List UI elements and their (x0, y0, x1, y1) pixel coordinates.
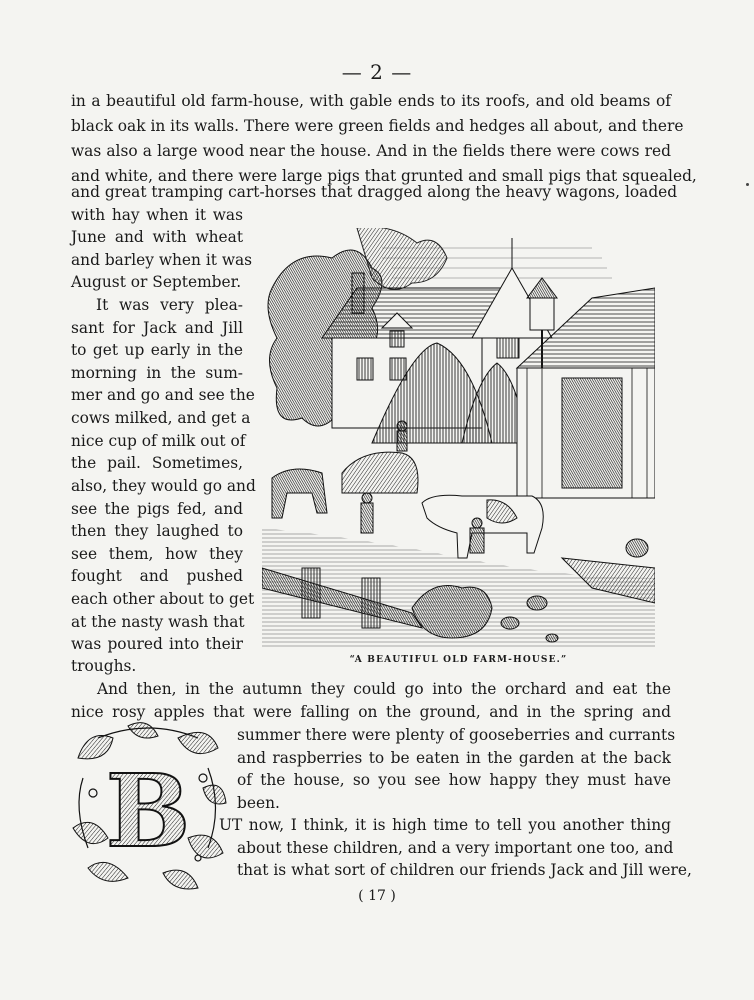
text-line: August or September. (71, 273, 242, 291)
text-line: mer and go and see the (71, 386, 255, 404)
text-line: see the pigs fed, and (71, 500, 243, 518)
margin-speck (746, 183, 749, 186)
text-line: the pail. Sometimes, (71, 454, 243, 472)
text-line: then they laughed to (71, 522, 243, 540)
text-line: to get up early in the (71, 341, 243, 359)
text-line: also, they would go and (71, 477, 256, 495)
text-line: and raspberries to be eaten in the garden at the back (237, 749, 671, 767)
text-line: and white, and there were large pigs that grunted and small pigs that squealed, (71, 167, 697, 185)
text-line: each other about to get (71, 590, 255, 608)
text-line: in a beautiful old farm-house, with gable ends to its roofs, and old beams of (71, 92, 671, 110)
text-line: It was very plea- (96, 296, 243, 314)
text-line: with hay when it was (71, 206, 243, 224)
text-line: was poured into their (71, 635, 243, 653)
text-line: fought and pushed (71, 567, 243, 585)
text-line: was also a large wood near the house. And in the fields there were cows red (71, 142, 671, 160)
text-line: and great tramping cart-horses that dragged along the heavy wagons, loaded (71, 183, 678, 201)
text-line: UT now, I think, it is high time to tell you another thing (219, 816, 671, 834)
dropcap-letter: B (105, 752, 191, 870)
text-line: June and with wheat (71, 228, 243, 246)
text-line: black oak in its walls. There were green fields and hedges all about, and there (71, 117, 684, 135)
text-line: at the nasty wash that (71, 613, 245, 631)
text-line: that is what sort of children our friends Jack and Jill were, (237, 861, 692, 879)
page-header-number: — 2 — (341, 60, 413, 84)
text-line: morning in the sum- (71, 364, 243, 382)
folio-page-number: ( 17 ) (358, 888, 396, 904)
ornamental-dropcap (68, 718, 228, 893)
text-line: nice rosy apples that were falling on the ground, and in the spring and (71, 703, 671, 721)
text-line: and barley when it was (71, 251, 253, 269)
text-line: cows milked, and get a (71, 409, 251, 427)
text-line: nice cup of milk out of (71, 432, 246, 450)
text-line: troughs. (71, 657, 137, 675)
illustration-caption: “A BEAUTIFUL OLD FARM-HOUSE.” (349, 655, 568, 665)
text-line: sant for Jack and Jill (71, 319, 243, 337)
text-line: And then, in the autumn they could go into the orchard and eat the (97, 680, 671, 698)
farmhouse-illustration (262, 228, 655, 648)
text-line: see them, how they (71, 545, 243, 563)
text-line: of the house, so you see how happy they must have (237, 771, 671, 789)
text-line: been. (237, 794, 280, 812)
text-line: about these children, and a very important one too, and (237, 839, 674, 857)
text-line: summer there were plenty of gooseberries and currants (237, 726, 676, 744)
